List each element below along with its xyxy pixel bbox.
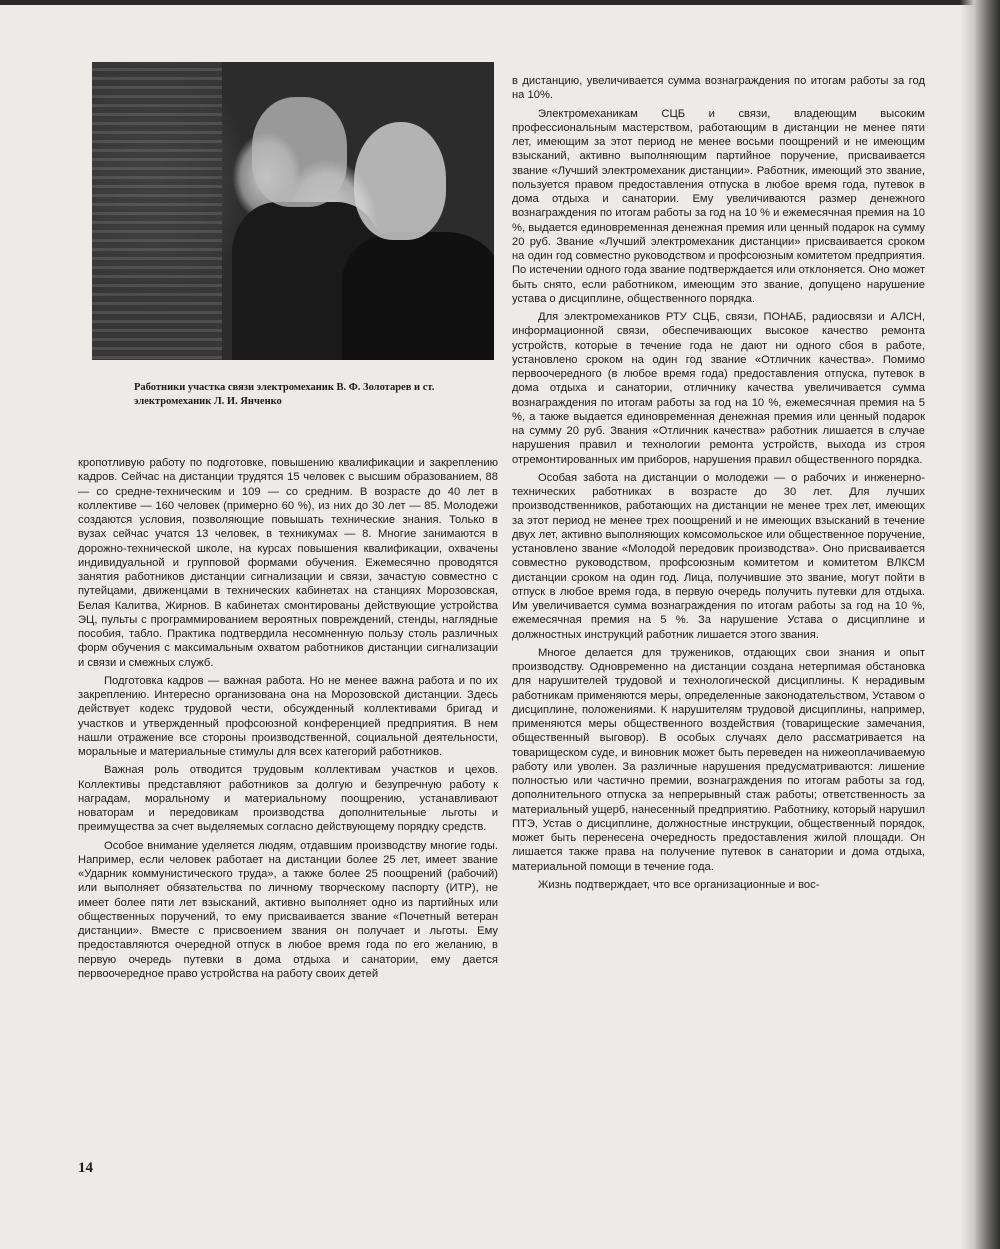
worker-head-left: [252, 97, 347, 207]
worker-figure-right: [342, 232, 494, 360]
workers-photo: [92, 62, 494, 360]
paragraph: Подготовка кадров — важная работа. Но не менее важна работа и по их закреплению. Интересно организована она на Морозовской дистанции. Здесь действует кодекс трудовой чести, обсужденный коллективами бригад и участков и утвержденный профсоюзной конференцией предприятия. В нем нашли отражение все стороны производственной, социальной деятельности, моральные и материальные стимулы для всех категорий работников.: [78, 674, 498, 758]
page-edge-shadow: [960, 0, 1000, 1249]
paragraph: Важная роль отводится трудовым коллективам участков и цехов. Коллективы представляют работников за долгую и безупречную работу к наградам, моральному и материальному поощрению, устанавливают новаторам и передовикам производства дополнительные льготы и преимущества за счет выделяемых согласно действующему порядку средств.: [78, 764, 498, 834]
right-column: [512, 74, 925, 896]
paragraph: Электромеханикам СЦБ и связи, владеющим высоким профессиональным мастерством, работающим в дистанции не менее пяти лет, имеющим за этот период не менее восьми поощрений и не имеющим взысканий, активно выполняющим партийное поручение, присваивается звание «Лучший электромеханик дистанции». Работник, имеющий это звание, пользуется правом предоставления отпуска в любое время года, путевок в дома отдыха и санатории. Ему увеличиваются размер денежного вознаграждения по итогам работы за год на 10 % и ежемесячная премия на 10 %, выдается единовременная денежная премия или ценный подарок на сумму 20 руб. Звание «Лучший электромеханик дистанции» присваивается сроком на один год совместно руководством и профсоюзным комитетом предприятия. По истечении одного года звание подтверждается или отклоняется. Оно может быть снято, если работником, имеющим это звание, допущено нарушение устава о дисциплине, общественного порядка.: [512, 107, 925, 305]
left-column: [78, 456, 498, 985]
paragraph: Многое делается для тружеников, отдающих свои знания и опыт производству. Одновременно на дистанции создана нетерпимая обстановка для нарушителей трудовой и технологической дисциплины. К нерадивым работникам применяются меры, определенные законодательством, Уставом о дисциплине, положениями. К нарушителям трудовой дисциплины, например, применяются меры общественного воздействия (товарищеские замечания, общественный выговор). В особых случаях дело рассматривается на товарищеском суде, и виновник может быть переведен на нижеоплачиваемую работу или уволен. За различные нарушения предусматриваются: лишение полностью или частично премии, вознаграждения по итогам работы за год, дополнительного отпуска за непрерывный стаж работы; ответственность за материальный ущерб, нанесенный предприятию. Работнику, который нарушил ПТЭ, Устав о дисциплине, должностные инструкции, общественный порядок, может быть перенесена очередность предоставления жилой площади. Он лишается также права на получение путевок в санатории и дома отдыха, материальной помощи в течение года.: [512, 646, 925, 873]
paragraph: Для электромехаников РТУ СЦБ, связи, ПОНАБ, радиосвязи и АЛСН, информационной связи, обеспечивающих высокое качество ремонта устройств, которые в течение года не дают ни одного сбоя в работе, установлено сроком на один год звание «Отличник качества». Помимо первоочередного (в любое время года) предоставления отпуска, путевок в дома отдыха и санатории, отличнику качества увеличивается сумма вознаграждения по итогам работы за год на 10 %, ежемесячная премия на 5 %, а также выдается единовременная денежная премия или ценный подарок на сумму 20 руб. Звания «Отличник качества» работник лишается в случае нарушения правил и технологии ремонта устройств, выхода из строя отремонтированных им приборов, нарушения правил общественного порядка.: [512, 311, 925, 466]
paragraph: Особое внимание уделяется людям, отдавшим производству многие годы. Например, если человек работает на дистанции более 25 лет, имеет звание «Ударник коммунистического труда», а также более 25 поощрений (рабочий) или выполняет обязательства по личному творческому паспорту (ИТР), не имеет более пяти лет взысканий, активно выполняет одно из партийных или общественных поручений, то ему присваивается звание «Почетный ветеран дистанции». Вместе с присвоением звания он получает и льготы. Ему предоставляются очередной отпуск в любое время года по его желанию, в первую очередь путевки в дома отдыха и санатории, ему дается первоочередное право устройства на работу своих детей: [78, 839, 498, 980]
equipment-panel: [92, 62, 222, 360]
paragraph: кропотливую работу по подготовке, повышению квалификации и закреплению кадров. Сейчас на дистанции трудятся 15 человек с высшим образованием, 88 — со средне-техническим и 109 — со средним. В возрасте до 40 лет в коллективе — 160 человек (примерно 60 %), из них до 30 лет — 85. Молодежи создаются условия, позволяющие повышать технические знания. Только в вузах сейчас учатся 13 человек, в техникумах — 8. Многие занимаются в дорожно-технической школе, на курсах повышения квалификации, охвачены индивидуальной и групповой формами обучения. Ежемесячно проводятся занятия работников дистанции сигнализации и связи, зачастую совместно с путейцами, движенцами в технических кабинетах на станциях Морозовская, Белая Калитва, Жирнов. В кабинетах смонтированы действующие устройства ЭЦ, пульты с программированием вероятных повреждений, стенды, наглядные пособия, табло. Практика подтвердила несомненную пользу столь различных форм обучения с максимальным охватом работников дистанции сигнализации и связи и смежных служб.: [78, 457, 498, 669]
page-number: 14: [78, 1160, 93, 1176]
photo-caption: Работники участка связи электромеханик В. Ф. Золотарев и ст. электромеханик Л. И. Янченко: [134, 382, 435, 407]
top-rule: [0, 0, 1000, 5]
paragraph: в дистанцию, увеличивается сумма вознаграждения по итогам работы за год на 10%.: [512, 75, 925, 102]
paragraph: Жизнь подтверждает, что все организационные и вос-: [538, 878, 820, 891]
worker-head-right: [354, 122, 446, 240]
paragraph: Особая забота на дистанции о молодежи — о рабочих и инженерно-технических работниках в возрасте до 30 лет. Для лучших производственников, работающих на дистанции не менее трех лет, имеющих за этот период не менее трех поощрений и не имеющих взысканий в течение двух лет, активно выполняющих комсомольское или общественное поручение, установлено звание «Молодой передовик производства». Оно присваивается совместно руководством, профсоюзным комитетом и комитетом ВЛКСМ дистанции сроком на один год. Лица, получившие это звание, могут пойти в отпуск в любое время года, в первую очередь получить путевки для отдыха. Им увеличивается сумма вознаграждения по итогам работы за год на 10 %, ежемесячная премия на 5 %. За нарушение Устава о дисциплине и должностных инструкций работник лишается этого звания.: [512, 471, 925, 641]
